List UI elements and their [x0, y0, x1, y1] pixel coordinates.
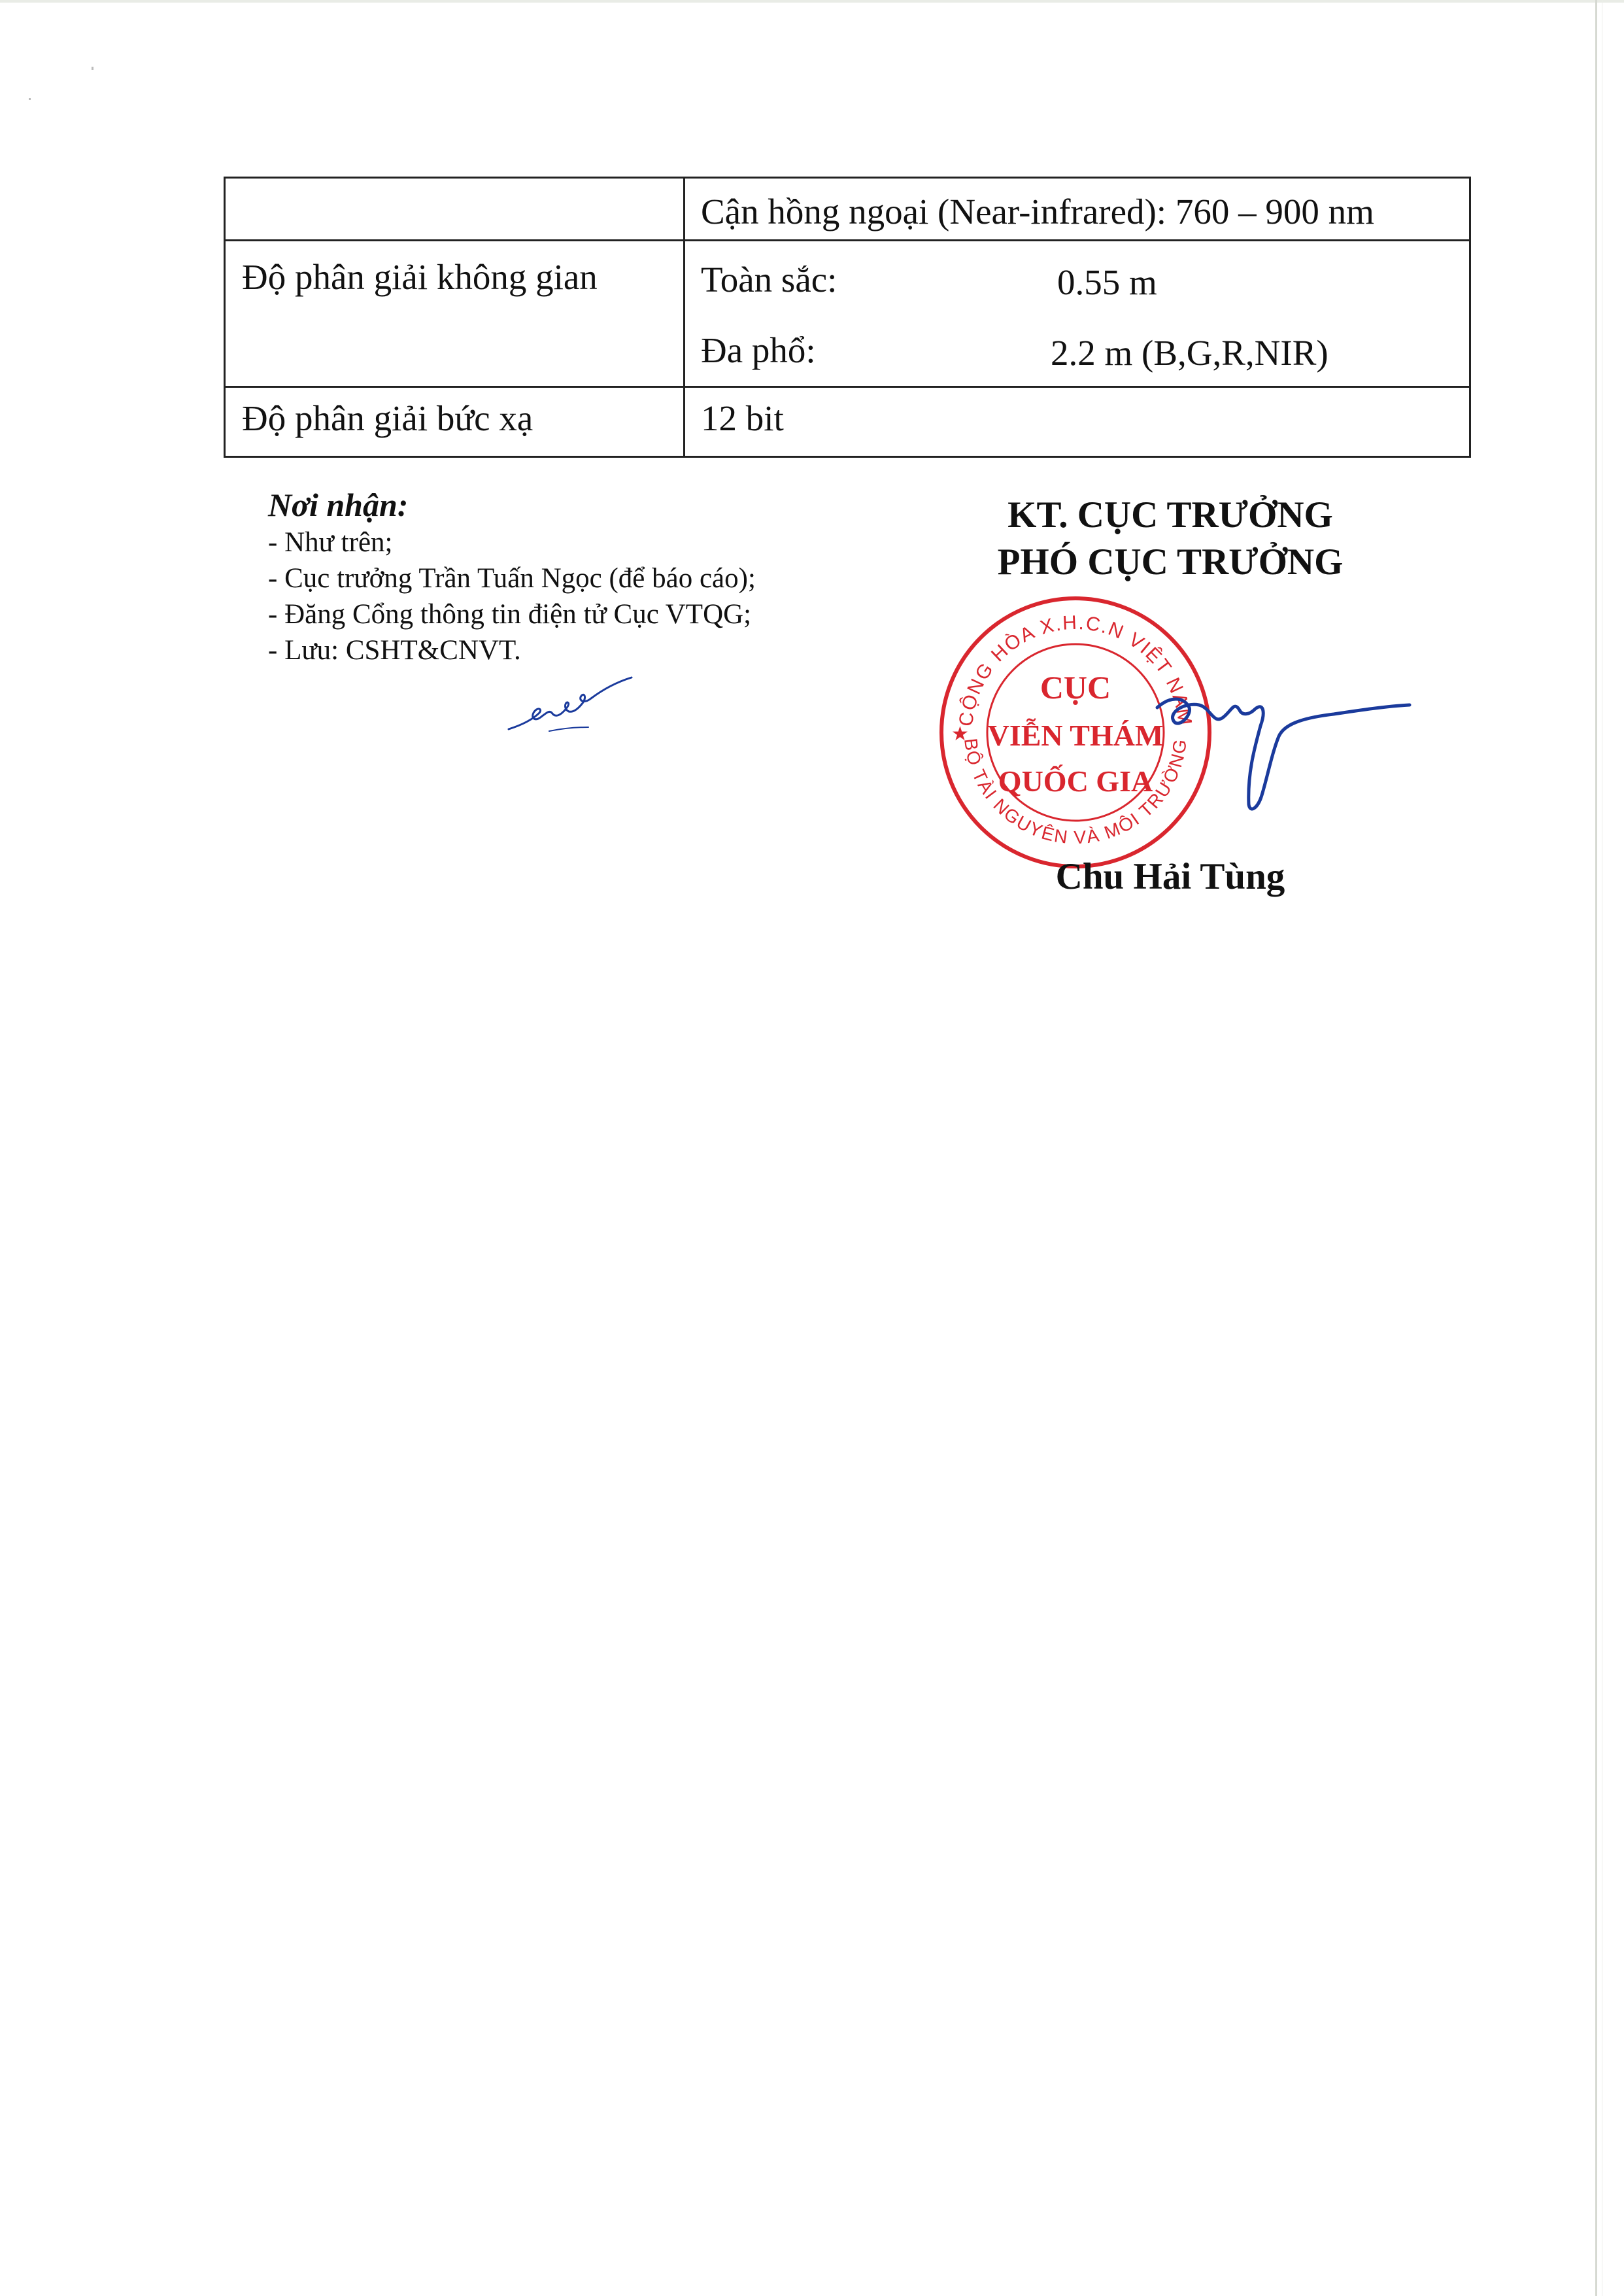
recipients-title: Nơi nhận:: [268, 487, 409, 523]
table-cell-label: Độ phân giải không gian: [242, 257, 598, 297]
recipients-block: [268, 485, 756, 668]
table-cell-label: Độ phân giải bức xạ: [242, 398, 533, 438]
scan-speck: [29, 98, 31, 100]
recipient-item: - Đăng Cổng thông tin điện tử Cục VTQG;: [268, 599, 752, 630]
seal-center-line: VIỄN THÁM: [987, 719, 1164, 752]
signer-name: Chu Hải Tùng: [1055, 856, 1285, 897]
seal-center-line: CỤC: [1040, 669, 1111, 706]
table-border-right: [1469, 177, 1471, 458]
recipient-item: - Như trên;: [268, 527, 393, 558]
table-cell-value: 12 bit: [701, 398, 784, 438]
seal-center-line: QUỐC GIA: [998, 764, 1153, 798]
seal-ring-bottom-text: BỘ TÀI NGUYÊN VÀ MÔI TRƯỜNG: [960, 736, 1191, 848]
signature-title-line1: KT. CỤC TRƯỞNG: [1007, 494, 1333, 536]
signature-title-line2: PHÓ CỤC TRƯỞNG: [997, 541, 1344, 583]
table-border-bottom: [224, 456, 1471, 458]
table-cell-subvalue: 0.55 m: [1057, 262, 1157, 302]
signature-title-block: [948, 492, 1393, 586]
spec-table: [224, 177, 1471, 458]
initials-signature: [503, 667, 634, 739]
seal-ring-top-text: CỘNG HÒA X.H.C.N VIỆT NAM: [955, 611, 1196, 728]
scan-speck: [92, 67, 93, 70]
table-cell-subvalue: 2.2 m (B,G,R,NIR): [1051, 333, 1328, 373]
table-border-top: [224, 177, 1471, 179]
table-row-divider: [224, 239, 1471, 241]
table-row-divider: [224, 386, 1471, 388]
scan-right-edge: [1595, 0, 1597, 2296]
recipient-item: - Cục trưởng Trần Tuấn Ngọc (để báo cáo);: [268, 563, 756, 594]
seal-star-icon: ★: [951, 723, 969, 745]
scan-top-edge: [0, 0, 1624, 3]
table-border-left: [224, 177, 226, 458]
recipient-item: - Lưu: CSHT&CNVT.: [268, 635, 521, 666]
table-cell-subkey: Toàn sắc:: [701, 260, 837, 300]
handwritten-signature: [1151, 674, 1412, 824]
table-column-divider: [683, 177, 685, 458]
table-cell-value: Cận hồng ngoại (Near-infrared): 760 – 900 nm: [701, 192, 1374, 231]
table-cell-subkey: Đa phổ:: [701, 330, 816, 370]
